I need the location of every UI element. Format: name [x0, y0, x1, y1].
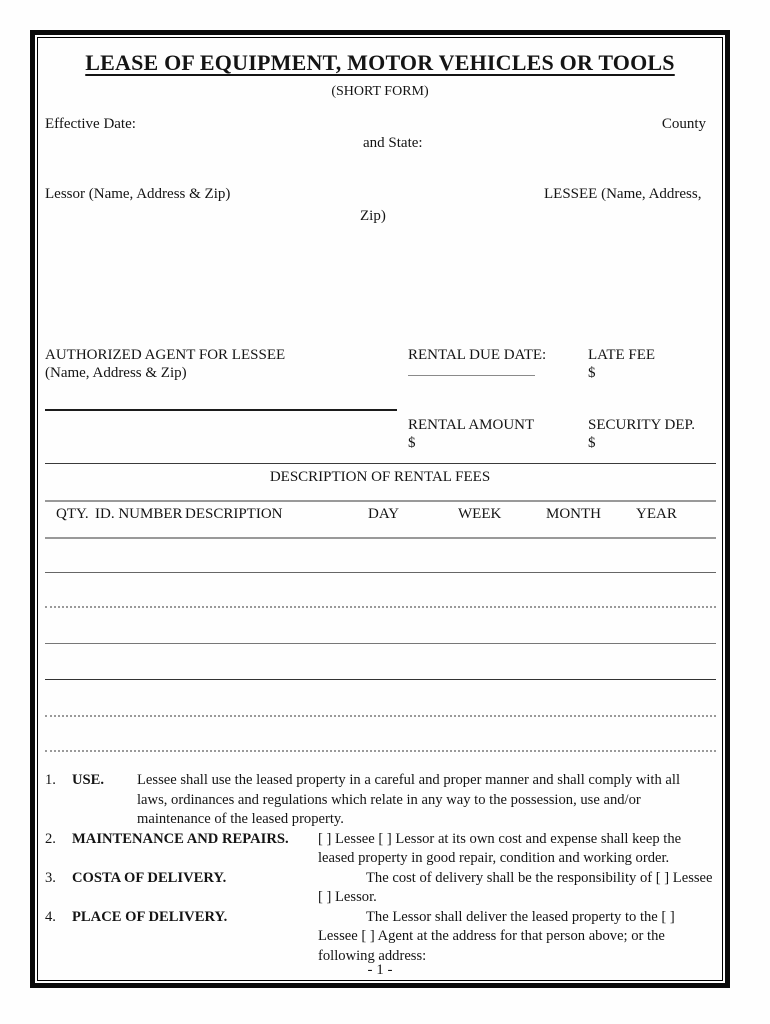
clause-title: COSTA OF DELIVERY. [72, 869, 227, 886]
clause-place-of-delivery [45, 908, 718, 967]
effective-date-label: Effective Date: [45, 116, 136, 132]
fees-table-row-line[interactable] [45, 572, 716, 573]
page-title: LEASE OF EQUIPMENT, MOTOR VEHICLES OR TOOLS [85, 50, 675, 75]
col-header-day: DAY [368, 506, 400, 522]
clause-text: [ ] Lessee [ ] Lessor at its own cost and expense shall keep the leased property in good repair, condition and working order. [318, 830, 682, 866]
col-header-qty: QTY. [56, 506, 89, 522]
page-subtitle: (SHORT FORM) [331, 84, 429, 99]
clause-number: 2. [45, 830, 56, 847]
fees-table-row-line[interactable] [45, 606, 716, 608]
security-dep-label: SECURITY DEP. [588, 417, 695, 433]
lessor-label: Lessor (Name, Address & Zip) [45, 186, 231, 202]
security-dep-dollar: $ [588, 435, 596, 451]
fees-header-top-line [45, 500, 716, 502]
col-header-year: YEAR [636, 506, 677, 522]
clause-number: 3. [45, 869, 56, 886]
col-header-week: WEEK [458, 506, 502, 522]
fees-section-top-line [45, 463, 716, 464]
col-header-description: DESCRIPTION [185, 506, 283, 522]
clause-text: The Lessor shall deliver the leased property to the [ ] Lessee [ ] Agent at the address for that person above; or the following address: [318, 908, 675, 964]
late-fee-dollar: $ [588, 365, 596, 381]
clause-use [45, 771, 718, 830]
page-number: - 1 - [367, 962, 393, 978]
page-content [38, 38, 722, 980]
page-outer-border [30, 30, 730, 988]
page-inner-border [37, 37, 723, 981]
rental-due-date-label: RENTAL DUE DATE: [408, 347, 547, 363]
late-fee-label: LATE FEE [588, 347, 656, 363]
col-header-month: MONTH [546, 506, 601, 522]
clause-title: USE. [72, 772, 105, 788]
rental-due-date-blank-line[interactable] [408, 375, 535, 376]
rental-amount-label: RENTAL AMOUNT [408, 417, 535, 433]
fees-table-row-line[interactable] [45, 750, 716, 752]
clause-number: 1. [45, 772, 56, 788]
clause-title: PLACE OF DELIVERY. [72, 908, 228, 925]
rental-amount-dollar: $ [408, 435, 416, 451]
clause-text: Lessee shall use the leased property in a careful and proper manner and shall comply with all laws, ordinances and regulations which relate in any way to the possession, use and/or maintenance of the leased property. [137, 772, 681, 827]
clause-number: 4. [45, 908, 56, 925]
county-label: County [661, 116, 706, 132]
clause-title: MAINTENANCE AND REPAIRS. [72, 830, 289, 847]
authorized-agent-label-line2: (Name, Address & Zip) [45, 365, 187, 381]
clause-maintenance-and-repairs [45, 830, 718, 869]
and-state-label: and State: [363, 135, 423, 151]
clause-cost-of-delivery [45, 869, 718, 908]
clause-text: The cost of delivery shall be the responsibility of [ ] Lessee [ ] Lessor. [318, 869, 713, 905]
col-header-id-number: ID. NUMBER [95, 506, 183, 522]
fees-header-bottom-line [45, 537, 716, 539]
fees-table-title: DESCRIPTION OF RENTAL FEES [269, 469, 491, 485]
fees-table-row-line[interactable] [45, 679, 716, 680]
fees-table-row-line[interactable] [45, 643, 716, 644]
lessee-label-line1: LESSEE (Name, Address, [544, 186, 702, 202]
fees-table-row-line[interactable] [45, 715, 716, 717]
lessee-label-line2: Zip) [360, 208, 386, 224]
authorized-agent-label-line1: AUTHORIZED AGENT FOR LESSEE [45, 347, 286, 363]
agent-address-blank-line[interactable] [45, 409, 397, 411]
clauses-list [45, 771, 718, 966]
